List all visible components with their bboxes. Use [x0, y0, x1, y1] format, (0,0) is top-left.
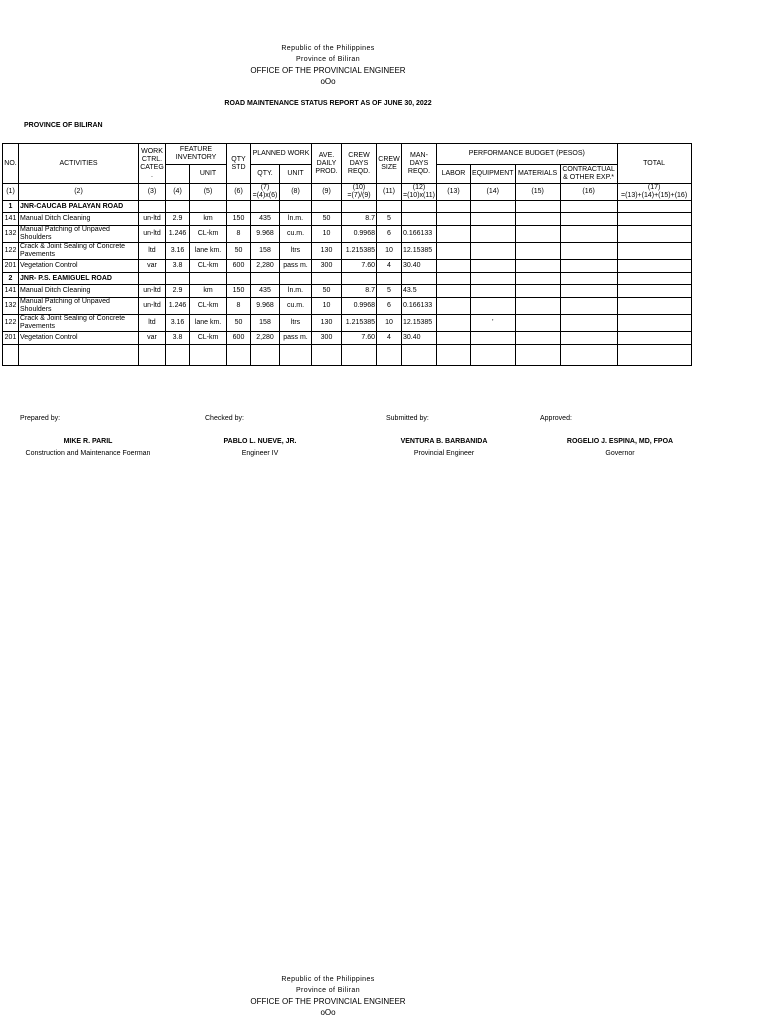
cell-no: 201	[3, 332, 19, 345]
cell-ave: 300	[312, 260, 342, 273]
cell-size: 10	[377, 315, 402, 332]
cell-pqty: 158	[251, 243, 280, 260]
document-header-repeat	[0, 974, 656, 1018]
cell-contractual	[560, 243, 617, 260]
section-name: JNR-CAUCAB PALAYAN ROAD	[19, 201, 139, 213]
signatory-name: ROGELIO J. ESPINA, MD, FPOA	[566, 438, 674, 445]
empty-cell	[470, 345, 515, 366]
header-province: Province of Biliran	[295, 56, 360, 63]
cell-pqty: 158	[251, 315, 280, 332]
cell-labor	[436, 213, 470, 226]
column-number-label: (10)	[352, 184, 366, 191]
empty-cell	[190, 201, 227, 213]
column-number	[402, 184, 437, 201]
cell-man: 30.40	[402, 260, 437, 273]
cell-feat: 3.8	[166, 260, 190, 273]
cell-pqty: 435	[251, 213, 280, 226]
empty-cell	[436, 345, 470, 366]
cell-total	[617, 298, 691, 315]
cell-equipment	[470, 213, 515, 226]
cell-categ: un-ltd	[139, 226, 166, 243]
cell-punit: ltrs	[280, 315, 312, 332]
column-formula: =(7)/(9)	[347, 192, 371, 199]
cell-categ: ltd	[139, 315, 166, 332]
column-number: (6)	[227, 184, 251, 201]
cell-unit: lane km.	[190, 243, 227, 260]
report-title: ROAD MAINTENANCE STATUS REPORT AS OF JUNE 30, 2022	[224, 100, 432, 107]
cell-activity: Crack & Joint Sealing of Concrete Pavements	[19, 315, 139, 332]
cell-qtystd: 50	[227, 315, 251, 332]
blank-row	[3, 345, 692, 366]
cell-categ: ltd	[139, 243, 166, 260]
empty-cell	[342, 273, 377, 285]
cell-unit: CL-km	[190, 226, 227, 243]
cell-qtystd: 600	[227, 332, 251, 345]
cell-man: 12.15385	[402, 243, 437, 260]
column-number-label: (12)	[412, 184, 426, 191]
empty-cell	[560, 273, 617, 285]
cell-pqty: 9.968	[251, 226, 280, 243]
empty-cell	[312, 201, 342, 213]
cell-qtystd: 150	[227, 285, 251, 298]
cell-punit: ltrs	[280, 243, 312, 260]
cell-qtystd: 600	[227, 260, 251, 273]
cell-ave: 300	[312, 332, 342, 345]
cell-contractual	[560, 213, 617, 226]
cell-crew: 8.7	[342, 285, 377, 298]
empty-cell	[139, 201, 166, 213]
cell-crew: 1.215385	[342, 315, 377, 332]
cell-ave: 50	[312, 285, 342, 298]
empty-cell	[280, 345, 312, 366]
cell-qtystd: 50	[227, 243, 251, 260]
col-header-equipment: EQUIPMENT	[470, 165, 515, 184]
signatory-name: PABLO L. NUEVE, JR.	[223, 438, 297, 445]
cell-ave: 50	[312, 213, 342, 226]
cell-man: 0.166133	[402, 298, 437, 315]
cell-materials	[515, 213, 560, 226]
cell-total	[617, 213, 691, 226]
table-row	[3, 213, 692, 226]
cell-unit: lane km.	[190, 315, 227, 332]
column-number: (2)	[19, 184, 139, 201]
cell-size: 5	[377, 285, 402, 298]
cell-feat: 3.16	[166, 243, 190, 260]
cell-categ: var	[139, 260, 166, 273]
cell-activity: Manual Ditch Cleaning	[19, 285, 139, 298]
cell-feat: 1.246	[166, 298, 190, 315]
table-row	[3, 332, 692, 345]
column-number: (3)	[139, 184, 166, 201]
cell-total	[617, 315, 691, 332]
cell-no: 141	[3, 213, 19, 226]
empty-cell	[515, 345, 560, 366]
cell-size: 6	[377, 298, 402, 315]
empty-cell	[436, 201, 470, 213]
empty-cell	[470, 273, 515, 285]
cell-pqty: 9.968	[251, 298, 280, 315]
column-number: (1)	[3, 184, 19, 201]
cell-ave: 10	[312, 226, 342, 243]
cell-man: 0.166133	[402, 226, 437, 243]
cell-activity: Vegetation Control	[19, 260, 139, 273]
cell-materials	[515, 298, 560, 315]
document-header	[0, 43, 656, 87]
cell-equipment	[470, 285, 515, 298]
cell-punit: pass m.	[280, 332, 312, 345]
signature-label: Prepared by:	[20, 415, 61, 422]
column-formula: =(13)+(14)+(15)+(16)	[621, 192, 688, 199]
cell-no: 122	[3, 243, 19, 260]
cell-equipment	[470, 243, 515, 260]
column-number: (14)	[470, 184, 515, 201]
cell-activity: Crack & Joint Sealing of Concrete Pavements	[19, 243, 139, 260]
cell-no: 201	[3, 260, 19, 273]
signature-label: Submitted by:	[386, 415, 429, 422]
signatory-position: Engineer IV	[241, 450, 279, 457]
cell-equipment	[470, 332, 515, 345]
province-label: PROVINCE OF BILIRAN	[24, 122, 103, 129]
cell-categ: un-ltd	[139, 285, 166, 298]
empty-cell	[470, 201, 515, 213]
empty-cell	[312, 345, 342, 366]
signatory-position: Provincial Engineer	[413, 450, 475, 457]
empty-cell	[515, 273, 560, 285]
cell-size: 6	[377, 226, 402, 243]
cell-no: 141	[3, 285, 19, 298]
section-row	[3, 273, 692, 285]
cell-pqty: 435	[251, 285, 280, 298]
empty-cell	[436, 273, 470, 285]
cell-materials	[515, 243, 560, 260]
section-number: 1	[3, 201, 19, 213]
cell-feat: 1.246	[166, 226, 190, 243]
cell-unit: CL-km	[190, 332, 227, 345]
col-header-total: TOTAL	[617, 144, 691, 184]
empty-cell	[190, 273, 227, 285]
empty-cell	[251, 201, 280, 213]
cell-punit: pass m.	[280, 260, 312, 273]
cell-total	[617, 243, 691, 260]
cell-activity: Vegetation Control	[19, 332, 139, 345]
cell-qtystd: 8	[227, 226, 251, 243]
cell-man: 12.15385	[402, 315, 437, 332]
empty-cell	[227, 273, 251, 285]
table-row	[3, 226, 692, 243]
empty-cell	[617, 201, 691, 213]
col-header-no: NO.	[3, 144, 19, 184]
cell-total	[617, 285, 691, 298]
cell-feat: 3.16	[166, 315, 190, 332]
header-ooo: oOo	[320, 77, 336, 86]
empty-cell	[251, 273, 280, 285]
cell-equipment: '	[470, 315, 515, 332]
cell-contractual	[560, 260, 617, 273]
col-header-ave-daily-prod: AVE. DAILY PROD.	[312, 144, 342, 184]
cell-total	[617, 260, 691, 273]
empty-cell	[227, 345, 251, 366]
col-header-feature-inventory: FEATURE INVENTORY	[166, 144, 227, 165]
cell-contractual	[560, 315, 617, 332]
column-number	[617, 184, 691, 201]
cell-qtystd: 150	[227, 213, 251, 226]
cell-activity: Manual Patching of Unpaved Shoulders	[19, 226, 139, 243]
empty-cell	[377, 201, 402, 213]
cell-categ: un-ltd	[139, 213, 166, 226]
cell-activity: Manual Ditch Cleaning	[19, 213, 139, 226]
cell-contractual	[560, 332, 617, 345]
col-header-labor: LABOR	[436, 165, 470, 184]
cell-punit: ln.m.	[280, 213, 312, 226]
empty-cell	[560, 345, 617, 366]
cell-punit: cu.m.	[280, 298, 312, 315]
cell-unit: CL-km	[190, 260, 227, 273]
cell-materials	[515, 226, 560, 243]
empty-cell	[139, 345, 166, 366]
empty-cell	[166, 345, 190, 366]
cell-total	[617, 332, 691, 345]
cell-materials	[515, 285, 560, 298]
cell-punit: cu.m.	[280, 226, 312, 243]
signature-label: Checked by:	[205, 415, 244, 422]
cell-man: 30.40	[402, 332, 437, 345]
column-number	[251, 184, 280, 201]
cell-pqty: 2,280	[251, 260, 280, 273]
empty-cell	[402, 273, 437, 285]
cell-crew: 0.9968	[342, 298, 377, 315]
empty-cell	[617, 273, 691, 285]
numbering-row	[3, 184, 692, 201]
section-row	[3, 201, 692, 213]
cell-crew: 1.215385	[342, 243, 377, 260]
column-number: (8)	[280, 184, 312, 201]
column-number: (15)	[515, 184, 560, 201]
empty-cell	[19, 345, 139, 366]
cell-man: 43.5	[402, 285, 437, 298]
column-number-label: (7)	[260, 184, 270, 191]
cell-no: 132	[3, 298, 19, 315]
cell-labor	[436, 332, 470, 345]
cell-materials	[515, 315, 560, 332]
cell-size: 4	[377, 332, 402, 345]
cell-labor	[436, 226, 470, 243]
signatory-position: Construction and Maintenance Foerman	[25, 450, 151, 457]
table-row	[3, 243, 692, 260]
empty-cell	[280, 273, 312, 285]
column-number-label: (17)	[647, 184, 661, 191]
cell-man	[402, 213, 437, 226]
cell-materials	[515, 332, 560, 345]
column-number: (5)	[190, 184, 227, 201]
col-header-work-ctrl: WORK CTRL. CATEG .	[139, 144, 166, 184]
cell-size: 10	[377, 243, 402, 260]
cell-categ: var	[139, 332, 166, 345]
table-row	[3, 260, 692, 273]
empty-cell	[251, 345, 280, 366]
cell-equipment	[470, 260, 515, 273]
cell-contractual	[560, 226, 617, 243]
header-republic: Republic of the Philippines	[281, 45, 375, 52]
column-number: (16)	[560, 184, 617, 201]
table-row	[3, 298, 692, 315]
empty-cell	[515, 201, 560, 213]
col-header-qty-std: QTY STD	[227, 144, 251, 184]
cell-ave: 130	[312, 243, 342, 260]
cell-crew: 7.60	[342, 332, 377, 345]
cell-crew: 7.60	[342, 260, 377, 273]
cell-unit: CL-km	[190, 298, 227, 315]
col-header-materials: MATERIALS	[515, 165, 560, 184]
empty-cell	[166, 201, 190, 213]
cell-labor	[436, 243, 470, 260]
signature-label: Approved:	[540, 415, 572, 422]
col-header-planned-unit: UNIT	[280, 165, 312, 184]
column-number: (4)	[166, 184, 190, 201]
cell-no: 122	[3, 315, 19, 332]
empty-cell	[166, 273, 190, 285]
cell-contractual	[560, 298, 617, 315]
cell-contractual	[560, 285, 617, 298]
cell-feat: 2.9	[166, 285, 190, 298]
signatory-position: Governor	[605, 450, 635, 457]
cell-equipment	[470, 298, 515, 315]
cell-materials	[515, 260, 560, 273]
cell-crew: 0.9968	[342, 226, 377, 243]
empty-cell	[402, 345, 437, 366]
cell-ave: 130	[312, 315, 342, 332]
cell-labor	[436, 315, 470, 332]
cell-feat: 2.9	[166, 213, 190, 226]
cell-feat: 3.8	[166, 332, 190, 345]
empty-cell	[342, 345, 377, 366]
cell-total	[617, 226, 691, 243]
empty-cell	[342, 201, 377, 213]
col-header-crew-size: CREW SIZE	[377, 144, 402, 184]
empty-cell	[617, 345, 691, 366]
cell-activity: Manual Patching of Unpaved Shoulders	[19, 298, 139, 315]
column-formula: =(4)x(6)	[252, 192, 278, 199]
empty-cell	[139, 273, 166, 285]
header-office: OFFICE OF THE PROVINCIAL ENGINEER	[250, 997, 406, 1006]
column-number: (11)	[377, 184, 402, 201]
col-header-qty: QTY.	[251, 165, 280, 184]
cell-punit: ln.m.	[280, 285, 312, 298]
col-header-contractual: CONTRACTUAL & OTHER EXP.*	[560, 165, 617, 184]
cell-pqty: 2,280	[251, 332, 280, 345]
header-republic: Republic of the Philippines	[281, 976, 375, 983]
column-number: (9)	[312, 184, 342, 201]
col-header-crew-days: CREW DAYS REQD.	[342, 144, 377, 184]
cell-unit: km	[190, 285, 227, 298]
cell-labor	[436, 260, 470, 273]
cell-crew: 8.7	[342, 213, 377, 226]
empty-cell	[3, 345, 19, 366]
header-province: Province of Biliran	[295, 987, 360, 994]
empty-cell	[560, 201, 617, 213]
section-number: 2	[3, 273, 19, 285]
empty-cell	[227, 201, 251, 213]
column-formula: =(10)x(11)	[403, 192, 435, 199]
empty-cell	[377, 345, 402, 366]
col-header-performance-budget: PERFORMANCE BUDGET (PESOS)	[436, 144, 617, 165]
cell-ave: 10	[312, 298, 342, 315]
empty-cell	[377, 273, 402, 285]
empty-cell	[190, 345, 227, 366]
table-row	[3, 315, 692, 332]
cell-equipment	[470, 226, 515, 243]
signatory-name: VENTURA B. BARBANIDA	[400, 438, 488, 445]
section-name: JNR- P.S. EAMIGUEL ROAD	[19, 273, 139, 285]
col-header-man-days: MAN- DAYS REQD.	[402, 144, 437, 184]
header-ooo: oOo	[320, 1008, 336, 1017]
cell-labor	[436, 298, 470, 315]
maintenance-table	[2, 143, 692, 366]
column-number: (13)	[436, 184, 470, 201]
header-office: OFFICE OF THE PROVINCIAL ENGINEER	[250, 66, 406, 75]
col-header-unit: UNIT	[190, 165, 227, 184]
table-row	[3, 285, 692, 298]
cell-labor	[436, 285, 470, 298]
empty-cell	[402, 201, 437, 213]
cell-categ: un-ltd	[139, 298, 166, 315]
col-header-activities: ACTIVITIES	[19, 144, 139, 184]
cell-size: 5	[377, 213, 402, 226]
cell-size: 4	[377, 260, 402, 273]
empty-cell	[312, 273, 342, 285]
cell-no: 132	[3, 226, 19, 243]
col-header-planned-work: PLANNED WORK	[251, 144, 312, 165]
empty-cell	[280, 201, 312, 213]
cell-qtystd: 8	[227, 298, 251, 315]
column-number	[342, 184, 377, 201]
cell-unit: km	[190, 213, 227, 226]
signatory-name: MIKE R. PARIL	[63, 438, 113, 445]
